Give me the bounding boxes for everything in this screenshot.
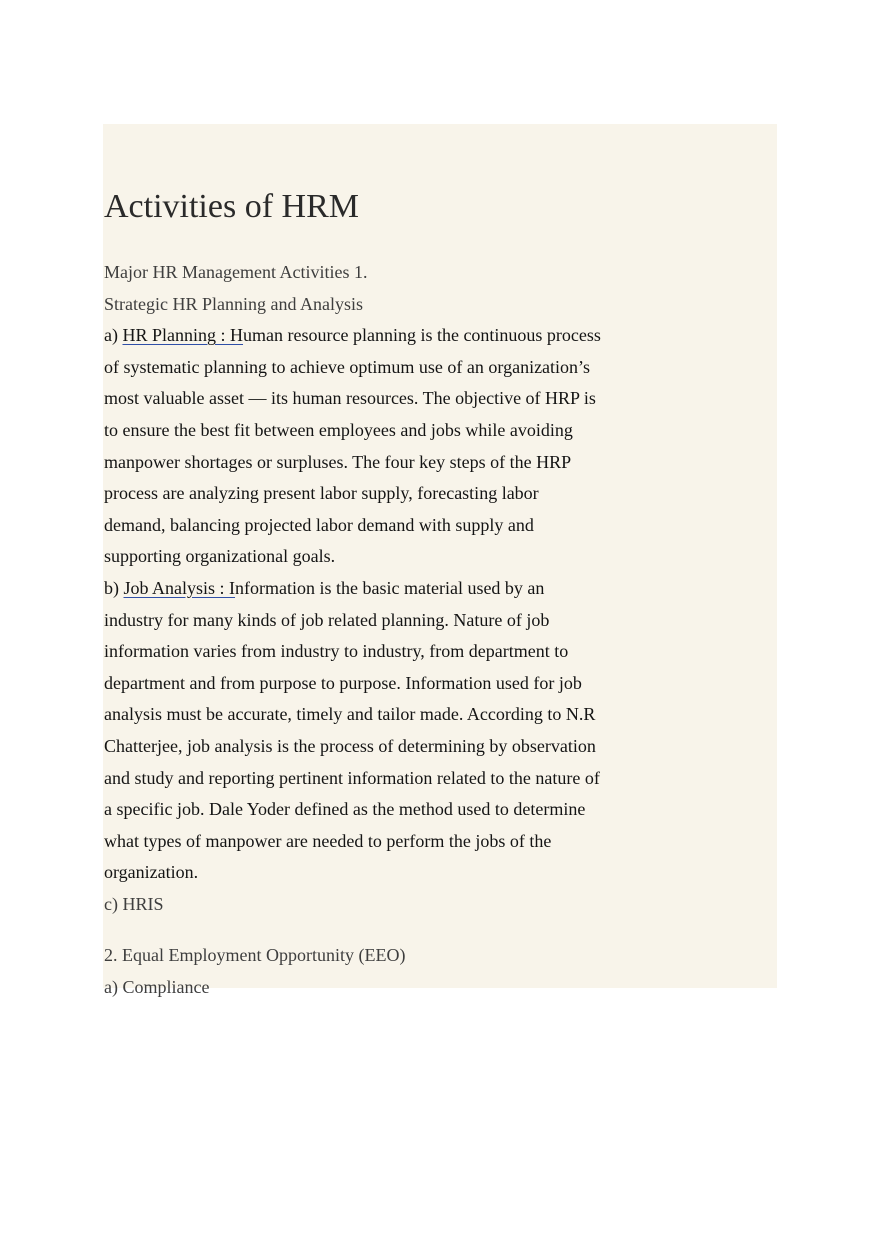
section-b-line: a specific job. Dale Yoder defined as the method used to determine (104, 799, 586, 820)
section-b-line: industry for many kinds of job related planning. Nature of job (104, 609, 550, 630)
document-body (104, 185, 664, 1004)
section-b-line: analysis must be accurate, timely and tailor made. According to N.R (104, 704, 596, 725)
section-a-line: of systematic planning to achieve optimum use of an organization’s (104, 356, 591, 377)
page-title: Activities of HRM (104, 188, 359, 225)
job-analysis-term: Job Analysis : I (123, 577, 236, 598)
section-a-text: uman resource planning is the continuous process (243, 325, 601, 346)
section-b-line: and study and reporting pertinent information related to the nature of (104, 767, 600, 788)
section-b-line: organization. (104, 862, 199, 883)
section-a-line: to ensure the best fit between employees and jobs while avoiding (104, 419, 573, 440)
section-2-heading: 2. Equal Employment Opportunity (EEO) (104, 945, 406, 966)
section-b-line: department and from purpose to purpose. Information used for job (104, 672, 582, 693)
section-b-line: information varies from industry to industry, from department to (104, 641, 569, 662)
section-b-line: what types of manpower are needed to perform the jobs of the (104, 830, 552, 851)
section-b-line: Chatterjee, job analysis is the process of determining by observation (104, 735, 596, 756)
section-b-prefix: b) (104, 577, 124, 598)
section-c-hris: c) HRIS (104, 893, 164, 914)
section-a-line: demand, balancing projected labor demand with supply and (104, 514, 534, 535)
section-b-first-line (104, 573, 664, 605)
section-a-line: supporting organizational goals. (104, 546, 336, 567)
intro-line: Strategic HR Planning and Analysis (104, 293, 363, 314)
section-b-text: nformation is the basic material used by an (235, 577, 545, 598)
section-a-first-line (104, 320, 664, 352)
section-a-line: manpower shortages or surpluses. The four key steps of the HRP (104, 451, 572, 472)
hr-planning-term: HR Planning : H (122, 325, 243, 346)
section-a-line: most valuable asset — its human resources. The objective of HRP is (104, 388, 596, 409)
section-spacer (104, 920, 664, 940)
section-a-line: process are analyzing present labor supply, forecasting labor (104, 483, 539, 504)
section-a-prefix: a) (104, 325, 123, 346)
section-2-item-compliance: a) Compliance (104, 977, 210, 998)
intro-line: Major HR Management Activities 1. (104, 262, 368, 282)
